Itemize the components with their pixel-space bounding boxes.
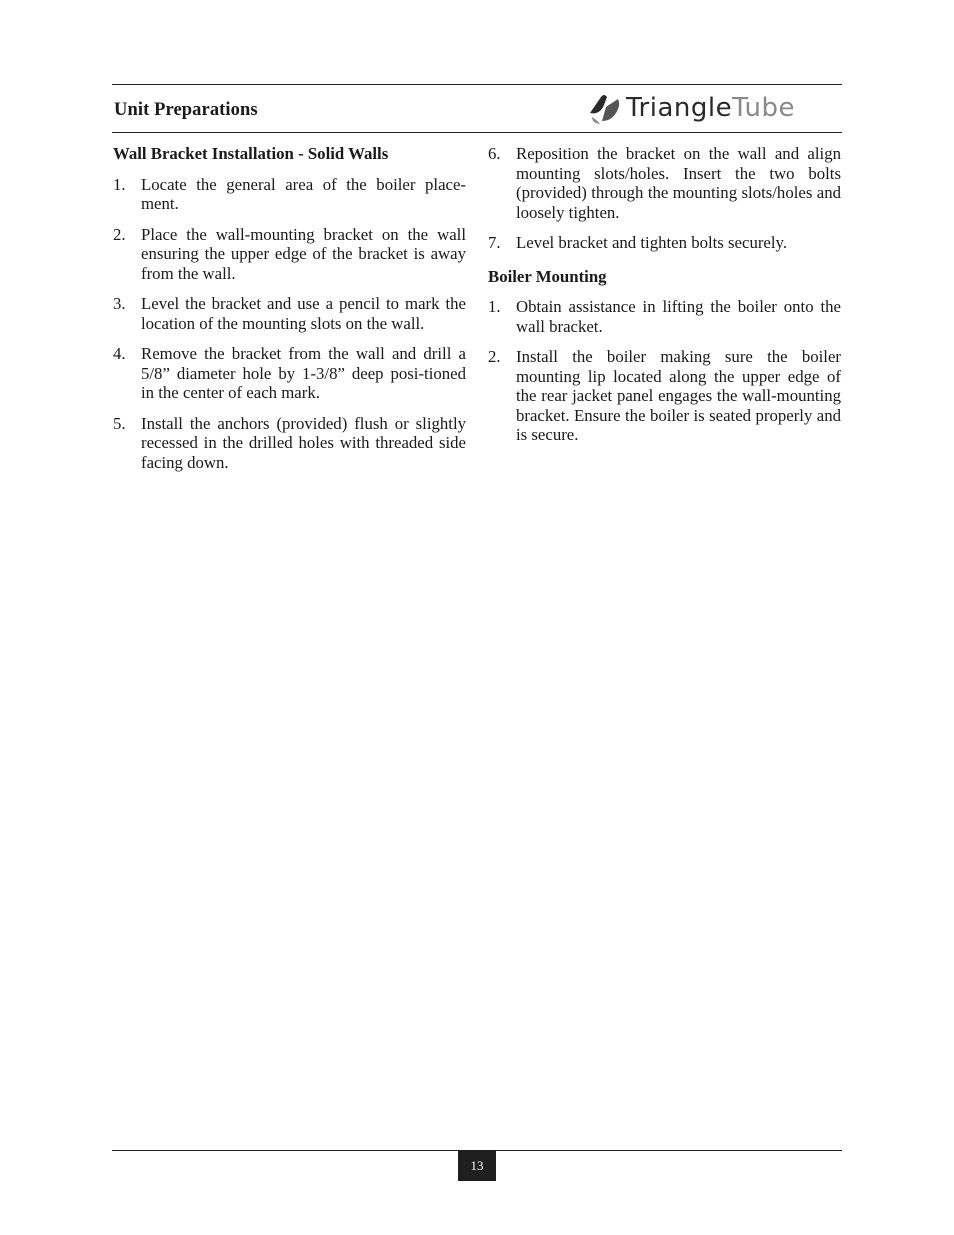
list-item: 2. Place the wall-mounting bracket on the wall ensuring the upper edge of the bracket is away from the wall. [113, 224, 466, 283]
logo-text-bold: Triangle [626, 93, 733, 123]
list-item: 2. Install the boiler making sure the boiler mounting lip located along the upper edge of the rear jacket panel engages the wall-mounting bracket. Ensure the boiler is seated properly and is secure. [488, 347, 841, 444]
page-title: Unit Preparations [114, 100, 258, 120]
right-column [488, 144, 841, 456]
list-item: 6. Reposition the bracket on the wall and align mounting slots/holes. Insert the two bolts (provided) through the mounting slots/holes and loosely tighten. [488, 144, 841, 222]
list-item: 4. Remove the bracket from the wall and drill a 5/8” diameter hole by 1-3/8” deep posi-tioned in the center of each mark. [113, 344, 466, 402]
section-heading: Boiler Mounting [488, 266, 607, 286]
wall-bracket-steps [113, 175, 466, 473]
page-number: 13 [458, 1150, 496, 1181]
list-item: 1. Obtain assistance in lifting the boiler onto the wall bracket. [488, 297, 841, 336]
list-item: 1. Locate the general area of the boiler place-ment. [113, 174, 466, 213]
section-heading: Wall Bracket Installation - Solid Walls [113, 144, 389, 163]
header-top-rule [112, 84, 842, 85]
left-column [113, 144, 466, 483]
list-item: 3. Level the bracket and use a pencil to mark the location of the mounting slots on the wall. [113, 294, 466, 333]
list-item: 5. Install the anchors (provided) flush or slightly recessed in the drilled holes with threaded side facing down. [113, 413, 466, 472]
header-bottom-rule [112, 132, 842, 133]
list-item: 7. Level bracket and tighten bolts securely. [488, 233, 788, 252]
logo-text-light: Tube [732, 93, 796, 123]
boiler-mounting-steps [488, 297, 841, 445]
wall-bracket-steps-continued [488, 144, 841, 253]
triangle-tube-mark-icon [586, 91, 622, 125]
brand-logo [586, 90, 836, 126]
